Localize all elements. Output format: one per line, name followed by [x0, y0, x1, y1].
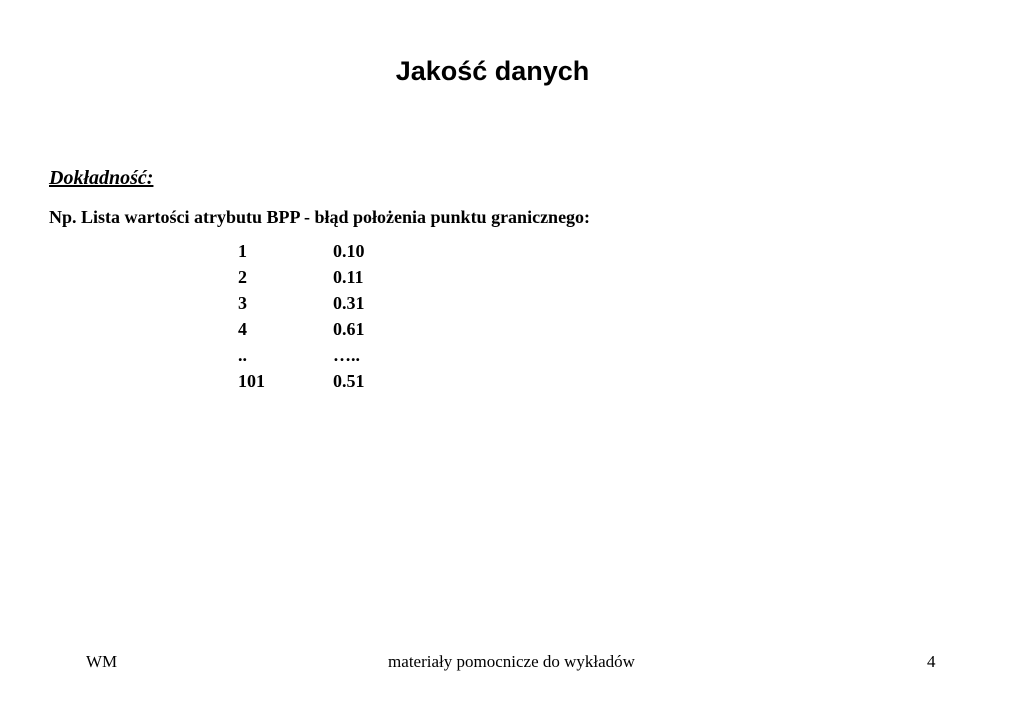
error-value: 0.31	[333, 293, 365, 313]
point-id: 1	[238, 241, 247, 261]
error-value: 0.61	[333, 319, 365, 339]
page-title: Jakość danych	[395, 56, 590, 86]
point-id: 3	[238, 293, 247, 313]
table-row	[238, 316, 453, 342]
footer-author: WM	[86, 652, 118, 671]
intro-text: Np. Lista wartości atrybutu BPP - błąd położenia punktu granicznego:	[49, 207, 591, 227]
error-value: …..	[333, 345, 360, 365]
error-value: 0.11	[333, 267, 364, 287]
section-heading: Dokładność:	[49, 167, 154, 189]
footer-caption: materiały pomocnicze do wykładów	[388, 652, 635, 671]
value-table	[238, 238, 453, 394]
point-id: 4	[238, 319, 247, 339]
point-id: 101	[238, 371, 265, 391]
table-row	[238, 368, 453, 394]
page-number: 4	[927, 652, 936, 671]
point-id: ..	[238, 345, 247, 365]
error-value: 0.51	[333, 371, 365, 391]
table-row	[238, 238, 453, 264]
table-row	[238, 264, 453, 290]
error-value: 0.10	[333, 241, 365, 261]
table-row	[238, 342, 453, 368]
point-id: 2	[238, 267, 247, 287]
table-row	[238, 290, 453, 316]
